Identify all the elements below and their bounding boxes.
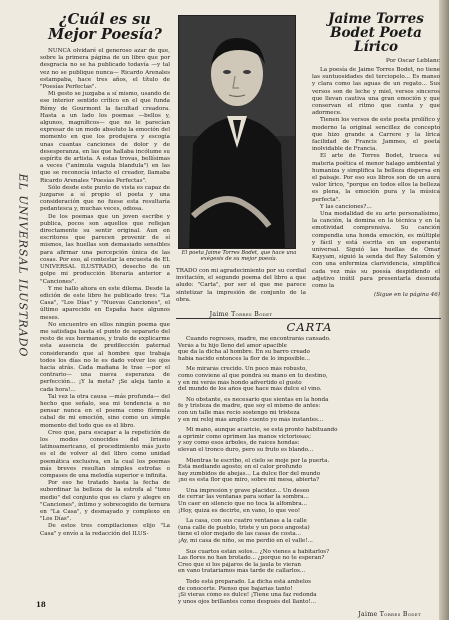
poem-line: ¡no es esta flor que miro, sobre mi mesa, abierta? xyxy=(178,477,320,484)
poem-stanza xyxy=(178,458,441,484)
right-paragraph: La poesía de Jaime Torres Bodet, no tiene las suntuosidades del terciopelo... Es manso y clara como las aguas de un regato... Sus versos son de leche y miel, versos sinceros que llevan cautiva una gran emoción y que conservan el ritmo que canta y que adormece. xyxy=(312,67,440,117)
right-column xyxy=(312,12,440,298)
poem-line: ¡Ay, mi casa de niño, se me perdió en el valle!... xyxy=(178,538,313,545)
poem-line: y soy como esos árboles, de raíces hondas: xyxy=(178,440,300,447)
poem-stanza xyxy=(178,397,441,423)
signature-first-name: Jaime xyxy=(358,611,380,619)
poem-line: ¡Hoy, quizá es decirte, en vano, lo que veo! xyxy=(178,507,301,514)
article-byline: Por Oscar Leblanc xyxy=(385,58,440,64)
continued-note: (Sigue en la página 46) xyxy=(374,292,440,299)
left-paragraph: De los poemas que un joven escribe y publica, pocos son aquellos que reflejan directamente su sentir original. Aun en escritores que parecen provenir de sí mismos, las huellas son demasiado sensibles para afirmar una percepción única de las cosas. Por eso, al contestar la encuesta de EL UNIVERSAL ILUSTRADO, desecho de un golpe mi producción literaria anterior a "Canciones". xyxy=(40,213,170,285)
left-paragraph: Y me hallo ahora en este dilema. Desde la edición de este libro he publicado tres: "La Casa", "Los Días" y "Nuevas Canciones", el último aparecido en España hace algunos meses. xyxy=(40,285,170,321)
poem-line: fe y tristeza de madre, que soy el mismo de antes: xyxy=(178,403,321,410)
poem-stanza xyxy=(178,488,441,514)
left-article-body xyxy=(40,48,170,538)
signature-last-name: Torres Bodet xyxy=(231,311,273,319)
page-number: 18 xyxy=(36,600,46,609)
poem-divider xyxy=(176,318,441,319)
right-article-title: Jaime Torres Bodet Poeta Lírico xyxy=(328,11,424,55)
poem-line: de conocerte. Pienso que bajarías tanto! xyxy=(178,585,293,592)
poem-title: CARTA xyxy=(286,320,333,334)
center-continuation xyxy=(176,268,306,304)
poem-line: Mi mano, aunque acaricie, se está pronto habituando xyxy=(186,427,338,434)
poem-line: como conviene al que pondrá su mano en tu destino, xyxy=(178,372,328,379)
poem-line: en vano trataríamos más tarde de callarlos... xyxy=(178,568,306,575)
right-paragraph: Una modalidad de su arte personalísimo, la canción, la domina en la técnica y en la emotividad comprensiva. Su canción compendia una honda emoción, es múltiple y fácil y está escrita en un esperanto universal. Siguió las huellas de Omar Kayyam, siguió la senda del Rey Salomón y con una enfermiza clarividencia, simplifica cada vez más su poesía despidiendo el adjetivo inútil para presentarla desnuda como la xyxy=(312,211,440,290)
poem-line: Sus cuartos están solos... ¿No vienes a habitarlos? xyxy=(186,548,330,555)
poem-line: de cerrar las ventanas para soñar la sombra... xyxy=(178,494,309,501)
poem-line: La casa, con sus cuatro ventanas a la calle xyxy=(186,518,307,525)
left-paragraph: NUNCA olvidaré el generoso azar de que, sobre la primera página de un libro que por desgracia no se ha publicado todavía —y tal vez no se publique nunca— Ricardo Arenales estampaba, hace tres años, el título de "Poesías Perfectas". xyxy=(40,48,170,91)
poet-portrait-photo xyxy=(178,15,296,249)
left-column xyxy=(40,12,170,538)
poem-line: había nacido entonces la flor de lo imposible... xyxy=(178,355,311,362)
poem-stanza xyxy=(178,518,441,544)
poem-line: hay zumbidos de abejas... La dulce flor del mundo xyxy=(178,470,321,477)
center-signature xyxy=(176,311,306,318)
poem-line: que da la dicha al hombre. En su barro creado xyxy=(178,349,310,356)
poem-line: Todo está preparado. La dicha está ambelos xyxy=(186,579,311,585)
signature-first-name: Jaime xyxy=(209,311,232,319)
left-paragraph: Mi gesto se juzgaba a sí mismo, usando de ese interior sentido crítico en el que funda Rémy de Gourmont la facultad creadora. Hasta a un lado los poemas —bellos y, algunos, magníficos— que no le parecían expresar de un modo absoluto la emoción del momento en que los produjera y escogía unas cuantas canciones de dolor y de desesperanza, en las que hallaba incólume su espíritu de artista. A estas trovas, bellísimas a veces ("animula vagula blandula") en las que se reconocía intacto el creador, llamaba Ricardo Arenales "Poesías Perfectas". xyxy=(40,91,170,184)
left-paragraph: De estos tres compilaciones elijo "La Casa" y envío a la redacción del ILUS- xyxy=(40,523,170,537)
portrait-illustration xyxy=(179,16,295,248)
poem-line: Verás a tu hijo lleno del amor apacible xyxy=(178,342,287,349)
poem-line: y en mi reloj más amplio cuento yo más instantes... xyxy=(178,416,324,423)
poem-line: y en mí verás más hondo advertido el gusto xyxy=(178,379,302,386)
poem-signature xyxy=(178,611,441,618)
poem-body xyxy=(178,336,441,618)
left-paragraph: Por eso he tratado hasta la fecha de subordinar la belleza de la estrofa al "tono medio" del conjunto que es claro y alegre en "Canciones", íntimo y sobrecogido de ternura en "La Casa", y desmayado y complexo en "Los Días". xyxy=(40,480,170,523)
center-paragraph: TRADO con mi agradecimiento por su cordial invitación, el segundo poema del libro a que aludo: "Carta", por ser el que me parece sintetizar la impresión de conjunto de la obra. xyxy=(176,268,306,303)
left-article-title: ¿Cuál es su Mejor Poesía? xyxy=(48,11,162,43)
poem-line: elevan el tronco duro, pero su fruto es blando... xyxy=(178,446,314,453)
poem-stanza xyxy=(178,336,441,362)
poem-line: tiene el olor mojado de las casas de costa... xyxy=(178,531,302,538)
poem-line: No obstante, es necesario que sientas en la honda xyxy=(186,396,329,403)
left-paragraph: Sólo desde este punto de vista es capaz de juzgarse a sí propio el poeta y una consideración que no fuese esta resultaría pedantesca y, muchas veces, odiosa. xyxy=(40,184,170,213)
left-paragraph: Tal vez la otra causa —más profunda— del hecho que señalo, sea mi tendencia a no pensar nunca en el poema como fórmula cabal de mi emoción, sino como un simple momento del todo que es el libro. xyxy=(40,393,170,429)
right-paragraph: El arte de Torres Bodet, trueca su materia poética el menor halago ambiental y humaniza y simplifica la belleza dispersa en el paisaje. Por eso sus libros son de un aura valor lírico, "porque en todos ellos la belleza es plena, la emoción pura y la música perfecta". xyxy=(312,153,440,203)
poem-line: Me mirarás crecido. Un poco más robusto, xyxy=(186,366,308,373)
poem-stanza xyxy=(178,579,441,605)
poem-line: (una calle de pueblo, triste y un poco angosta) xyxy=(178,524,310,531)
poem-line: del mundo de los años que hace más dulce el vino. xyxy=(178,386,322,393)
vertical-masthead xyxy=(9,173,36,357)
poem-line: Las flores no han brotado... ¿porque no te esperan? xyxy=(178,555,325,562)
right-article-body xyxy=(312,67,440,290)
left-paragraph: No encuentro en ellos ningún poema que me satisfaga hasta el punto de separarlo del resto de sus hermanos, y trato de explicarme esta ausencia de predilección paternal considerando que al hombre que trabaja todos los días no le es dado volver los ojos hacia atrás. Cada mañana le trae —por el contrario— una nueva esperanza de perfección... ¡Y la meta? ¡Se aleja tanto a cada hora!... xyxy=(40,321,170,393)
poem-line: Está mediando agosto; en el calor profundo xyxy=(178,464,302,471)
right-paragraph: Tienen los versos de este poeta prolífico y moderno la original sencillez de concepto que hizo grande a Carrere y la lírica facilidad de Francis Jammes, el poeta inolvidable de Francia. xyxy=(312,117,440,153)
center-column xyxy=(176,268,306,318)
poem-line: Una impresión y grave placidez... Un deseo xyxy=(186,487,310,494)
poem-stanza xyxy=(178,549,441,575)
photo-caption: El poeta Jaime Torres Bodet, que hace una exégesis de su mejor poesía. xyxy=(181,250,297,263)
poem-line: Creo que si los pájaros de la jaula te vieran xyxy=(178,561,301,568)
left-paragraph: Creo que, para escapar a la repetición de los modos conocidos del lirismo latinoamericano, el procedimiento más justo es el de volver al del libro como unidad poemática exclusiva, en la cual los poemas más breves resultan simples estrofas o compases de una melodía superior e infinita. xyxy=(40,429,170,479)
signature-last-name: Torres Bodet xyxy=(379,611,421,619)
poem-line: a oprimir como oprimen las manos victoriosas; xyxy=(178,433,311,440)
poem-line: Un caer en silencio que no toca la alfombra... xyxy=(178,501,308,508)
poem-line: y unos ojos brillantes como después del llanto!... xyxy=(178,598,317,605)
poem-line: Cuando regreses, madre, me encontrarás cansado. xyxy=(186,336,331,342)
poem-stanza xyxy=(178,366,441,392)
poem-line: con un talle más recio sostengo mi tristeza xyxy=(178,409,300,416)
right-paragraph: Y las canciones?... xyxy=(320,203,372,210)
vertical-masthead-text: EL UNIVERSAL ILUSTRADO xyxy=(16,173,29,357)
poem-line: Mientras te escribo, el cielo se moje por la puerta. xyxy=(186,457,330,464)
poem-stanza xyxy=(178,427,441,453)
poem-line: ¡Si vieras cómo es dulce! ¡Tiene una faz redonda xyxy=(178,592,317,599)
